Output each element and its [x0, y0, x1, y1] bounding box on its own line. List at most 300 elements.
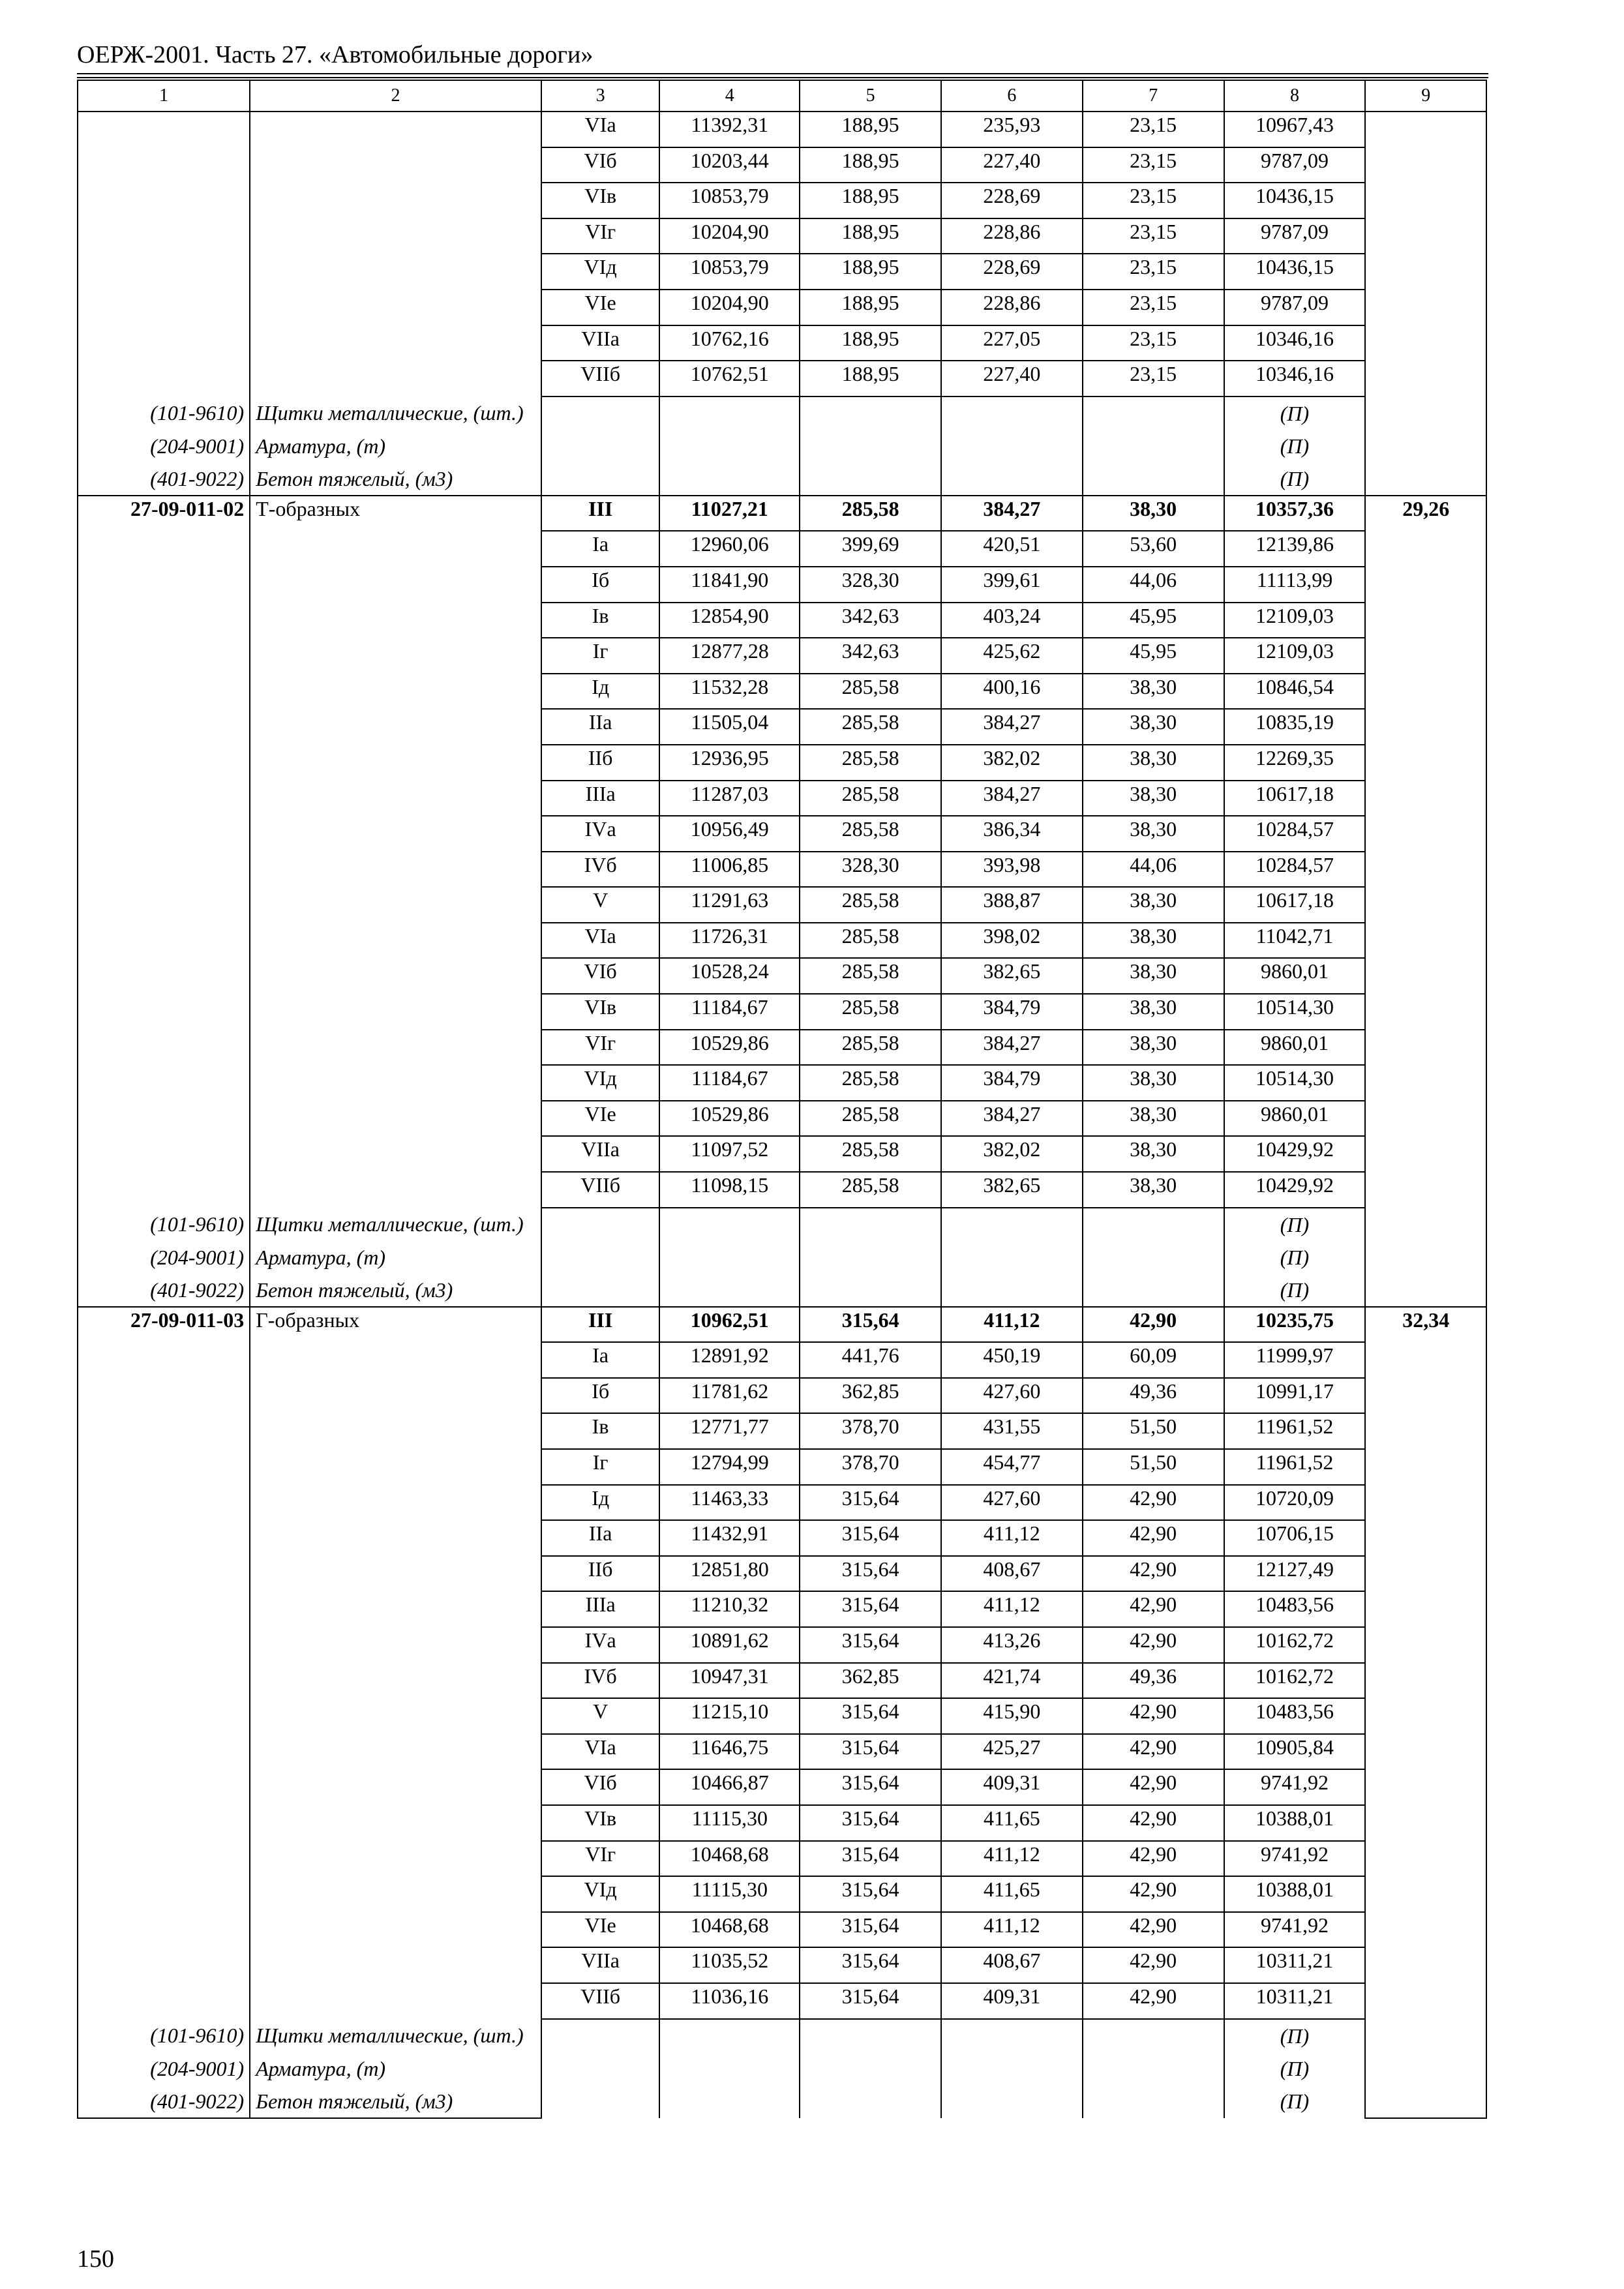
value-col8: 10436,15 — [1224, 254, 1366, 290]
value-col7: 42,90 — [1083, 1520, 1224, 1556]
work-name: Бетон тяжелый, (м3) — [250, 1274, 541, 1307]
table-row — [78, 887, 1486, 923]
rate-main-row — [78, 496, 1486, 531]
work-name — [250, 531, 541, 567]
rate-code — [78, 638, 250, 674]
rate-code — [78, 147, 250, 183]
value-col5 — [800, 430, 941, 462]
value-col6: 425,62 — [941, 638, 1083, 674]
rate-code — [78, 1698, 250, 1734]
work-name — [250, 1413, 541, 1449]
rate-code — [78, 1485, 250, 1521]
value-col8: (П) — [1224, 2052, 1366, 2085]
value-col8: 10967,43 — [1224, 112, 1366, 147]
work-name: Щитки металлические, (шт.) — [250, 1208, 541, 1241]
value-col7: 42,90 — [1083, 1734, 1224, 1770]
table-row — [78, 1627, 1486, 1663]
value-col9 — [1365, 2052, 1486, 2085]
value-col8: 10346,16 — [1224, 325, 1366, 361]
value-col9 — [1365, 183, 1486, 218]
value-col4: 11841,90 — [659, 567, 800, 603]
resource-row — [78, 1274, 1486, 1307]
work-name — [250, 183, 541, 218]
zone-cell — [541, 2085, 660, 2118]
work-name — [250, 887, 541, 923]
value-col5: 362,85 — [800, 1663, 941, 1699]
value-col6: 421,74 — [941, 1663, 1083, 1699]
work-name — [250, 1065, 541, 1101]
rate-code — [78, 994, 250, 1030]
value-col8: (П) — [1224, 1274, 1366, 1307]
value-col6: 227,40 — [941, 147, 1083, 183]
rate-code — [78, 1101, 250, 1137]
zone-cell: IIIа — [541, 781, 660, 816]
value-col5: 342,63 — [800, 603, 941, 638]
value-col4: 10203,44 — [659, 147, 800, 183]
resource-row — [78, 1208, 1486, 1241]
value-col7: 53,60 — [1083, 531, 1224, 567]
value-col7: 44,06 — [1083, 567, 1224, 603]
value-col8: 10388,01 — [1224, 1805, 1366, 1841]
value-col4: 10762,16 — [659, 325, 800, 361]
value-col7: 42,90 — [1083, 1947, 1224, 1983]
value-col8: (П) — [1224, 2019, 1366, 2052]
value-col6 — [941, 430, 1083, 462]
value-col5: 362,85 — [800, 1378, 941, 1414]
zone-cell: Iб — [541, 1378, 660, 1414]
value-col5: 188,95 — [800, 325, 941, 361]
value-col9 — [1365, 112, 1486, 147]
value-col5: 399,69 — [800, 531, 941, 567]
value-col7: 38,30 — [1083, 781, 1224, 816]
rate-code: (401-9022) — [78, 2085, 250, 2118]
work-name — [250, 994, 541, 1030]
value-col4: 12891,92 — [659, 1342, 800, 1378]
value-col7: 42,90 — [1083, 1805, 1224, 1841]
value-col5: 188,95 — [800, 112, 941, 147]
value-col7: 38,30 — [1083, 674, 1224, 710]
rate-code — [78, 1876, 250, 1912]
value-col9 — [1365, 1520, 1486, 1556]
value-col9 — [1365, 1769, 1486, 1805]
value-col7: 49,36 — [1083, 1378, 1224, 1414]
column-number: 7 — [1083, 80, 1224, 112]
work-name — [250, 1556, 541, 1592]
value-col5 — [800, 462, 941, 496]
value-col5: 285,58 — [800, 674, 941, 710]
value-col4 — [659, 2085, 800, 2118]
value-col8: 9787,09 — [1224, 218, 1366, 254]
value-col8: 10284,57 — [1224, 816, 1366, 852]
rate-code: (101-9610) — [78, 1208, 250, 1241]
zone-cell: VIа — [541, 1734, 660, 1770]
value-col5: 315,64 — [800, 1841, 941, 1877]
work-name — [250, 674, 541, 710]
value-col7: 23,15 — [1083, 218, 1224, 254]
rate-code — [78, 674, 250, 710]
value-col4: 11035,52 — [659, 1947, 800, 1983]
value-col8: 10617,18 — [1224, 887, 1366, 923]
column-number: 6 — [941, 80, 1083, 112]
value-col8: 10846,54 — [1224, 674, 1366, 710]
value-col5: 315,64 — [800, 1769, 941, 1805]
value-col5 — [800, 1274, 941, 1307]
value-col9 — [1365, 1627, 1486, 1663]
rate-code — [78, 745, 250, 781]
zone-cell: VIIб — [541, 1172, 660, 1208]
zone-cell: VIв — [541, 994, 660, 1030]
work-name — [250, 1947, 541, 1983]
value-col4: 10947,31 — [659, 1663, 800, 1699]
value-col9 — [1365, 1030, 1486, 1066]
value-col6 — [941, 1241, 1083, 1274]
table-row — [78, 1947, 1486, 1983]
value-col9 — [1365, 674, 1486, 710]
zone-cell: IVб — [541, 1663, 660, 1699]
resource-row — [78, 2052, 1486, 2085]
value-col8: 10514,30 — [1224, 1065, 1366, 1101]
value-col9 — [1365, 1912, 1486, 1948]
zone-cell: Iб — [541, 567, 660, 603]
value-col6 — [941, 2085, 1083, 2118]
value-col4: 10468,68 — [659, 1841, 800, 1877]
work-name — [250, 1030, 541, 1066]
value-col8: 12139,86 — [1224, 531, 1366, 567]
value-col6: 431,55 — [941, 1413, 1083, 1449]
rate-code: 27-09-011-02 — [78, 496, 250, 531]
value-col5: 285,58 — [800, 709, 941, 745]
value-col4: 11463,33 — [659, 1485, 800, 1521]
value-col7: 38,30 — [1083, 745, 1224, 781]
work-name: Арматура, (т) — [250, 2052, 541, 2085]
value-col6: 228,86 — [941, 218, 1083, 254]
table-row — [78, 1449, 1486, 1485]
value-col6 — [941, 462, 1083, 496]
value-col4: 12854,90 — [659, 603, 800, 638]
value-col6: 398,02 — [941, 923, 1083, 959]
value-col5: 315,64 — [800, 1591, 941, 1627]
value-col6: 411,12 — [941, 1912, 1083, 1948]
value-col4: 11392,31 — [659, 112, 800, 147]
value-col7: 23,15 — [1083, 325, 1224, 361]
work-name — [250, 1485, 541, 1521]
work-name: Щитки металлические, (шт.) — [250, 396, 541, 430]
work-name — [250, 852, 541, 888]
value-col4: 11532,28 — [659, 674, 800, 710]
work-name — [250, 567, 541, 603]
value-col6: 384,79 — [941, 1065, 1083, 1101]
value-col6: 450,19 — [941, 1342, 1083, 1378]
value-col4: 12794,99 — [659, 1449, 800, 1485]
zone-cell: VIа — [541, 112, 660, 147]
value-col8: 10483,56 — [1224, 1698, 1366, 1734]
value-col9 — [1365, 1698, 1486, 1734]
rate-code — [78, 183, 250, 218]
value-col5: 285,58 — [800, 923, 941, 959]
rate-code — [78, 816, 250, 852]
value-col7: 42,90 — [1083, 1627, 1224, 1663]
work-name — [250, 1101, 541, 1137]
value-col4: 10204,90 — [659, 218, 800, 254]
value-col4: 11098,15 — [659, 1172, 800, 1208]
zone-cell: V — [541, 887, 660, 923]
value-col4: 11505,04 — [659, 709, 800, 745]
value-col7: 45,95 — [1083, 603, 1224, 638]
value-col7: 23,15 — [1083, 183, 1224, 218]
value-col7: 23,15 — [1083, 254, 1224, 290]
resource-row — [78, 2085, 1486, 2118]
zone-cell — [541, 462, 660, 496]
value-col4 — [659, 430, 800, 462]
work-name — [250, 1172, 541, 1208]
value-col6: 388,87 — [941, 887, 1083, 923]
zone-cell: VIIб — [541, 361, 660, 396]
value-col4: 11027,21 — [659, 496, 800, 531]
zone-cell — [541, 1274, 660, 1307]
value-col7: 42,90 — [1083, 1841, 1224, 1877]
table-row — [78, 603, 1486, 638]
value-col8: (П) — [1224, 396, 1366, 430]
value-col5: 328,30 — [800, 852, 941, 888]
value-col7: 38,30 — [1083, 994, 1224, 1030]
zone-cell: Iд — [541, 1485, 660, 1521]
value-col6 — [941, 2052, 1083, 2085]
value-col5: 315,64 — [800, 1627, 941, 1663]
zone-cell: VIг — [541, 1030, 660, 1066]
rate-code — [78, 1591, 250, 1627]
value-col5: 285,58 — [800, 958, 941, 994]
value-col9 — [1365, 1876, 1486, 1912]
table-row — [78, 1698, 1486, 1734]
table-row — [78, 923, 1486, 959]
value-col5: 378,70 — [800, 1413, 941, 1449]
value-col9 — [1365, 887, 1486, 923]
zone-cell — [541, 1241, 660, 1274]
table-row — [78, 994, 1486, 1030]
value-col4: 12877,28 — [659, 638, 800, 674]
zone-cell: Iд — [541, 674, 660, 710]
work-name — [250, 361, 541, 396]
rate-code — [78, 1627, 250, 1663]
value-col4: 10468,68 — [659, 1912, 800, 1948]
rate-code — [78, 709, 250, 745]
value-col6 — [941, 1208, 1083, 1241]
value-col6: 413,26 — [941, 1627, 1083, 1663]
value-col9 — [1365, 1947, 1486, 1983]
value-col4: 10529,86 — [659, 1030, 800, 1066]
zone-cell: IIа — [541, 709, 660, 745]
zone-cell: IIб — [541, 745, 660, 781]
value-col7: 45,95 — [1083, 638, 1224, 674]
value-col6: 427,60 — [941, 1378, 1083, 1414]
zone-cell: IVб — [541, 852, 660, 888]
value-col9 — [1365, 254, 1486, 290]
value-col4 — [659, 396, 800, 430]
value-col8: (П) — [1224, 1208, 1366, 1241]
rate-code — [78, 1413, 250, 1449]
column-number: 1 — [78, 80, 250, 112]
value-col6: 227,05 — [941, 325, 1083, 361]
zone-cell: V — [541, 1698, 660, 1734]
column-number: 8 — [1224, 80, 1366, 112]
value-col7 — [1083, 2019, 1224, 2052]
value-col4: 11210,32 — [659, 1591, 800, 1627]
table-row — [78, 1378, 1486, 1414]
table-row — [78, 1030, 1486, 1066]
zone-cell: VIIа — [541, 1136, 660, 1172]
zone-cell: VIд — [541, 254, 660, 290]
work-name: Щитки металлические, (шт.) — [250, 2019, 541, 2052]
value-col5: 188,95 — [800, 361, 941, 396]
value-col8: 10617,18 — [1224, 781, 1366, 816]
value-col6: 411,12 — [941, 1841, 1083, 1877]
rate-code — [78, 254, 250, 290]
rate-code — [78, 1520, 250, 1556]
table-row — [78, 1591, 1486, 1627]
work-name — [250, 1520, 541, 1556]
value-col9 — [1365, 1556, 1486, 1592]
table-row — [78, 1520, 1486, 1556]
zone-cell: VIIб — [541, 1983, 660, 2019]
rate-code: (204-9001) — [78, 2052, 250, 2085]
value-col9 — [1365, 218, 1486, 254]
value-col5 — [800, 1241, 941, 1274]
table-row — [78, 1485, 1486, 1521]
work-name — [250, 958, 541, 994]
value-col7: 38,30 — [1083, 1136, 1224, 1172]
value-col6: 382,02 — [941, 1136, 1083, 1172]
value-col7: 23,15 — [1083, 112, 1224, 147]
value-col8: 10429,92 — [1224, 1172, 1366, 1208]
value-col8: 10162,72 — [1224, 1663, 1366, 1699]
value-col4: 10466,87 — [659, 1769, 800, 1805]
value-col9 — [1365, 638, 1486, 674]
value-col7: 44,06 — [1083, 852, 1224, 888]
work-name — [250, 218, 541, 254]
value-col9 — [1365, 1342, 1486, 1378]
value-col8: 10436,15 — [1224, 183, 1366, 218]
value-col5: 315,64 — [800, 1983, 941, 2019]
zone-cell: VIб — [541, 147, 660, 183]
value-col7 — [1083, 430, 1224, 462]
work-name — [250, 1378, 541, 1414]
value-col7: 38,30 — [1083, 709, 1224, 745]
rate-code — [78, 1342, 250, 1378]
rate-code — [78, 1983, 250, 2019]
rate-code — [78, 1734, 250, 1770]
value-col7: 23,15 — [1083, 290, 1224, 325]
table-row — [78, 1413, 1486, 1449]
rate-code — [78, 923, 250, 959]
value-col7: 38,30 — [1083, 1065, 1224, 1101]
value-col6: 400,16 — [941, 674, 1083, 710]
value-col9 — [1365, 958, 1486, 994]
column-number: 9 — [1365, 80, 1486, 112]
work-name: Бетон тяжелый, (м3) — [250, 462, 541, 496]
value-col6: 384,27 — [941, 1101, 1083, 1137]
value-col9 — [1365, 2019, 1486, 2052]
value-col8: (П) — [1224, 462, 1366, 496]
zone-cell: III — [541, 496, 660, 531]
value-col9 — [1365, 1663, 1486, 1699]
value-col6: 228,69 — [941, 183, 1083, 218]
value-col8: 10514,30 — [1224, 994, 1366, 1030]
value-col4 — [659, 2052, 800, 2085]
value-col9 — [1365, 994, 1486, 1030]
value-col5: 188,95 — [800, 254, 941, 290]
value-col6: 382,65 — [941, 958, 1083, 994]
table-row — [78, 1172, 1486, 1208]
value-col7 — [1083, 2052, 1224, 2085]
value-col6: 235,93 — [941, 112, 1083, 147]
value-col7 — [1083, 1241, 1224, 1274]
value-col4: 10956,49 — [659, 816, 800, 852]
value-col5: 285,58 — [800, 745, 941, 781]
value-col4 — [659, 1208, 800, 1241]
value-col9 — [1365, 1413, 1486, 1449]
value-col9 — [1365, 1101, 1486, 1137]
column-number: 4 — [659, 80, 800, 112]
value-col9 — [1365, 430, 1486, 462]
zone-cell — [541, 430, 660, 462]
value-col7: 23,15 — [1083, 147, 1224, 183]
value-col7: 51,50 — [1083, 1413, 1224, 1449]
zone-cell: IIа — [541, 1520, 660, 1556]
value-col8: 9787,09 — [1224, 147, 1366, 183]
value-col6: 425,27 — [941, 1734, 1083, 1770]
zone-cell: Iв — [541, 603, 660, 638]
value-col8: 10162,72 — [1224, 1627, 1366, 1663]
value-col4: 12960,06 — [659, 531, 800, 567]
zone-cell — [541, 1208, 660, 1241]
value-col8: 9860,01 — [1224, 1030, 1366, 1066]
table-row — [78, 1101, 1486, 1137]
value-col4: 11432,91 — [659, 1520, 800, 1556]
value-col4 — [659, 1274, 800, 1307]
work-name — [250, 1912, 541, 1948]
value-col4: 10962,51 — [659, 1307, 800, 1343]
value-col5: 315,64 — [800, 1307, 941, 1343]
value-col7: 38,30 — [1083, 958, 1224, 994]
work-name: Арматура, (т) — [250, 430, 541, 462]
value-col6: 411,12 — [941, 1307, 1083, 1343]
value-col7 — [1083, 396, 1224, 430]
table-row — [78, 183, 1486, 218]
value-col5: 315,64 — [800, 1556, 941, 1592]
rate-code — [78, 887, 250, 923]
value-col5: 188,95 — [800, 218, 941, 254]
value-col6: 403,24 — [941, 603, 1083, 638]
value-col5: 188,95 — [800, 147, 941, 183]
value-col6: 399,61 — [941, 567, 1083, 603]
value-col4: 12936,95 — [659, 745, 800, 781]
zone-cell — [541, 396, 660, 430]
value-col4: 11781,62 — [659, 1378, 800, 1414]
rate-code: (204-9001) — [78, 1241, 250, 1274]
value-col6: 411,12 — [941, 1591, 1083, 1627]
value-col9 — [1365, 361, 1486, 396]
value-col4: 11726,31 — [659, 923, 800, 959]
table-row — [78, 1342, 1486, 1378]
value-col6: 411,12 — [941, 1520, 1083, 1556]
rate-code — [78, 1378, 250, 1414]
value-col9 — [1365, 1805, 1486, 1841]
work-name — [250, 1876, 541, 1912]
value-col9 — [1365, 1136, 1486, 1172]
work-name — [250, 709, 541, 745]
work-name — [250, 603, 541, 638]
value-col8: 10835,19 — [1224, 709, 1366, 745]
